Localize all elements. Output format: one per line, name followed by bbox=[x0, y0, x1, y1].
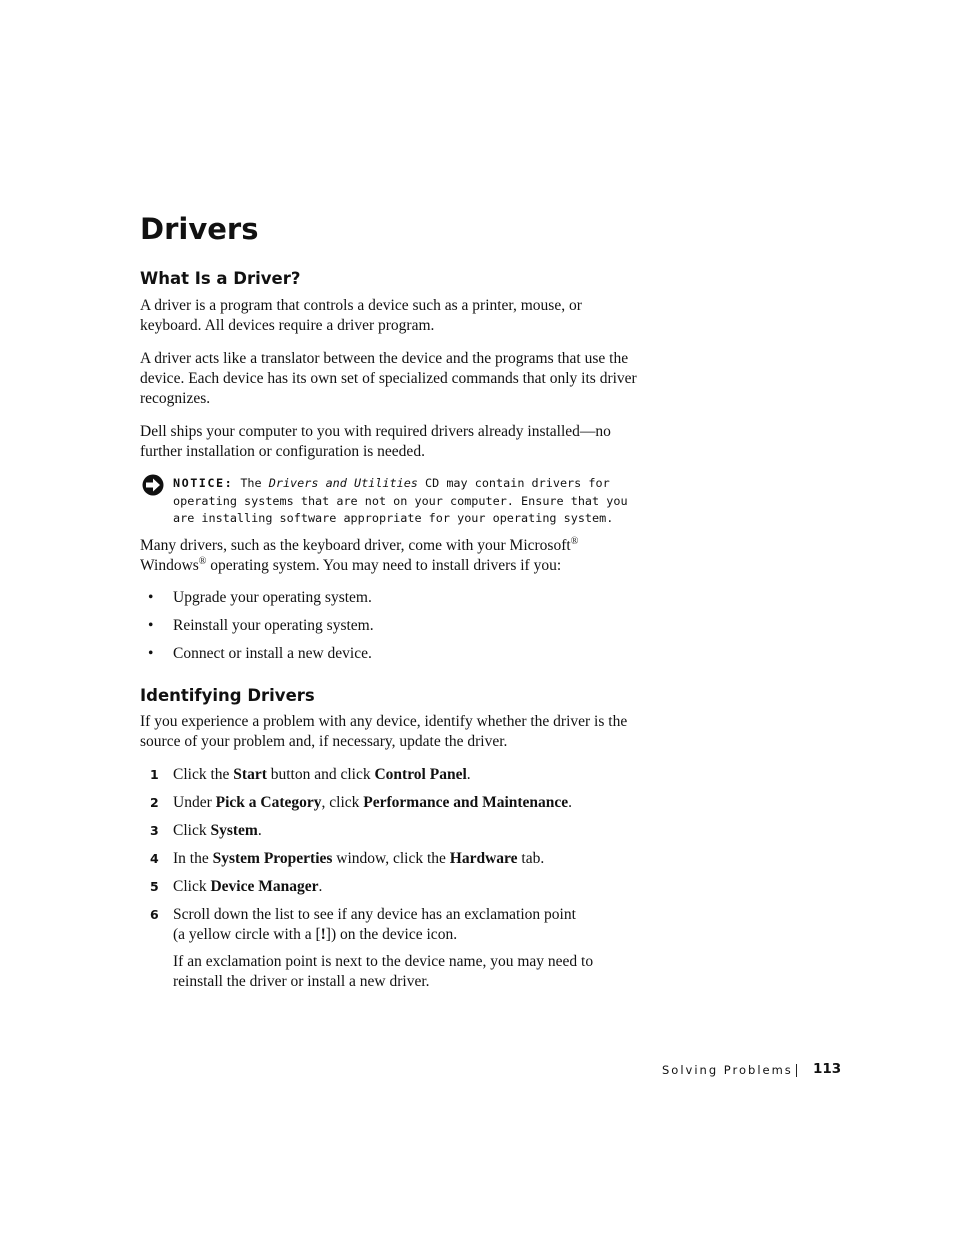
ui-term-system: System bbox=[210, 822, 258, 839]
step-text: Scroll down the list to see if any device has an exclamation point bbox=[173, 906, 576, 923]
step-text: ]) on the device icon. bbox=[325, 926, 458, 943]
notice-pre: The bbox=[240, 476, 262, 490]
section-heading-identifying-drivers: Identifying Drivers bbox=[140, 686, 315, 705]
bullet-marker: • bbox=[148, 645, 154, 662]
step-2 bbox=[173, 793, 643, 813]
step-text: . bbox=[466, 766, 471, 783]
step-4 bbox=[173, 849, 643, 869]
list-item: Connect or install a new device. bbox=[173, 645, 372, 662]
step-number: 1 bbox=[150, 767, 159, 782]
notice-text bbox=[173, 475, 643, 528]
step-text: In the bbox=[173, 850, 209, 867]
paragraph-identifying-intro: If you experience a problem with any device, identify whether the driver is the source of your problem and, if necessary, update the driver. bbox=[140, 713, 628, 750]
ui-term-device-manager: Device Manager bbox=[210, 878, 319, 895]
step-6 bbox=[173, 905, 643, 945]
step-text: window, click the bbox=[336, 850, 446, 867]
step-3 bbox=[173, 821, 643, 841]
ui-term-hardware: Hardware bbox=[449, 850, 518, 867]
list-item: Reinstall your operating system. bbox=[173, 617, 374, 634]
registered-mark: ® bbox=[570, 536, 579, 547]
step-text: Click bbox=[173, 878, 207, 895]
ui-term-pick-a-category: Pick a Category bbox=[215, 794, 322, 811]
ui-term-performance-maintenance: Performance and Maintenance bbox=[363, 794, 569, 811]
step-text: (a yellow circle with a [ bbox=[173, 926, 321, 943]
step-text: Under bbox=[173, 794, 212, 811]
p4-part-b: Windows bbox=[140, 557, 199, 574]
step-number: 4 bbox=[150, 851, 159, 866]
paragraph-driver-translator: A driver acts like a translator between the device and the programs that use the device. Each device has its own set of specialized commands that only its driver recognizes. bbox=[140, 350, 637, 407]
section-heading-what-is-a-driver: What Is a Driver? bbox=[140, 269, 301, 288]
step-text: . bbox=[568, 794, 573, 811]
ui-term-system-properties: System Properties bbox=[212, 850, 333, 867]
p4-part-c: operating system. You may need to install drivers if you: bbox=[210, 557, 562, 574]
arrow-right-circle-icon bbox=[142, 474, 164, 496]
registered-mark: ® bbox=[198, 556, 207, 567]
notice-label: NOTICE: bbox=[173, 476, 234, 490]
step-5 bbox=[173, 877, 643, 897]
step-1 bbox=[173, 765, 643, 785]
step-text: , click bbox=[321, 794, 360, 811]
exclamation-mark: ! bbox=[320, 926, 326, 943]
bullet-marker: • bbox=[148, 589, 154, 606]
step-number: 5 bbox=[150, 879, 159, 894]
page-number: 113 bbox=[813, 1061, 842, 1077]
notice-rest: CD may contain drivers for operating systems that are not on your computer. Ensure that you are installing software appropriate for your operating system. bbox=[173, 476, 628, 525]
p4-part-a: Many drivers, such as the keyboard driver, come with your Microsoft bbox=[140, 537, 571, 554]
step-text: tab. bbox=[521, 850, 545, 867]
list-item: Upgrade your operating system. bbox=[173, 589, 372, 606]
step-text: button and click bbox=[270, 766, 371, 783]
notice-cd-name: Drivers and Utilities bbox=[268, 476, 418, 490]
bullet-marker: • bbox=[148, 617, 154, 634]
paragraph-step-6-followup: If an exclamation point is next to the device name, you may need to reinstall the driver or install a new driver. bbox=[173, 953, 594, 990]
step-text: Click the bbox=[173, 766, 230, 783]
page-title: Drivers bbox=[140, 212, 259, 246]
step-text: Click bbox=[173, 822, 207, 839]
footer-section-name: Solving Problems bbox=[662, 1063, 793, 1077]
paragraph-driver-definition: A driver is a program that controls a device such as a printer, mouse, or keyboard. All devices require a driver program. bbox=[140, 297, 582, 334]
step-text: . bbox=[318, 878, 323, 895]
ui-term-control-panel: Control Panel bbox=[374, 766, 467, 783]
step-number: 3 bbox=[150, 823, 159, 838]
step-number: 2 bbox=[150, 795, 159, 810]
step-text: . bbox=[257, 822, 262, 839]
paragraph-microsoft-windows bbox=[140, 536, 630, 576]
step-number: 6 bbox=[150, 907, 159, 922]
ui-term-start: Start bbox=[233, 766, 267, 783]
footer-divider bbox=[796, 1064, 797, 1077]
paragraph-dell-ships: Dell ships your computer to you with required drivers already installed—no further installation or configuration is needed. bbox=[140, 423, 611, 460]
